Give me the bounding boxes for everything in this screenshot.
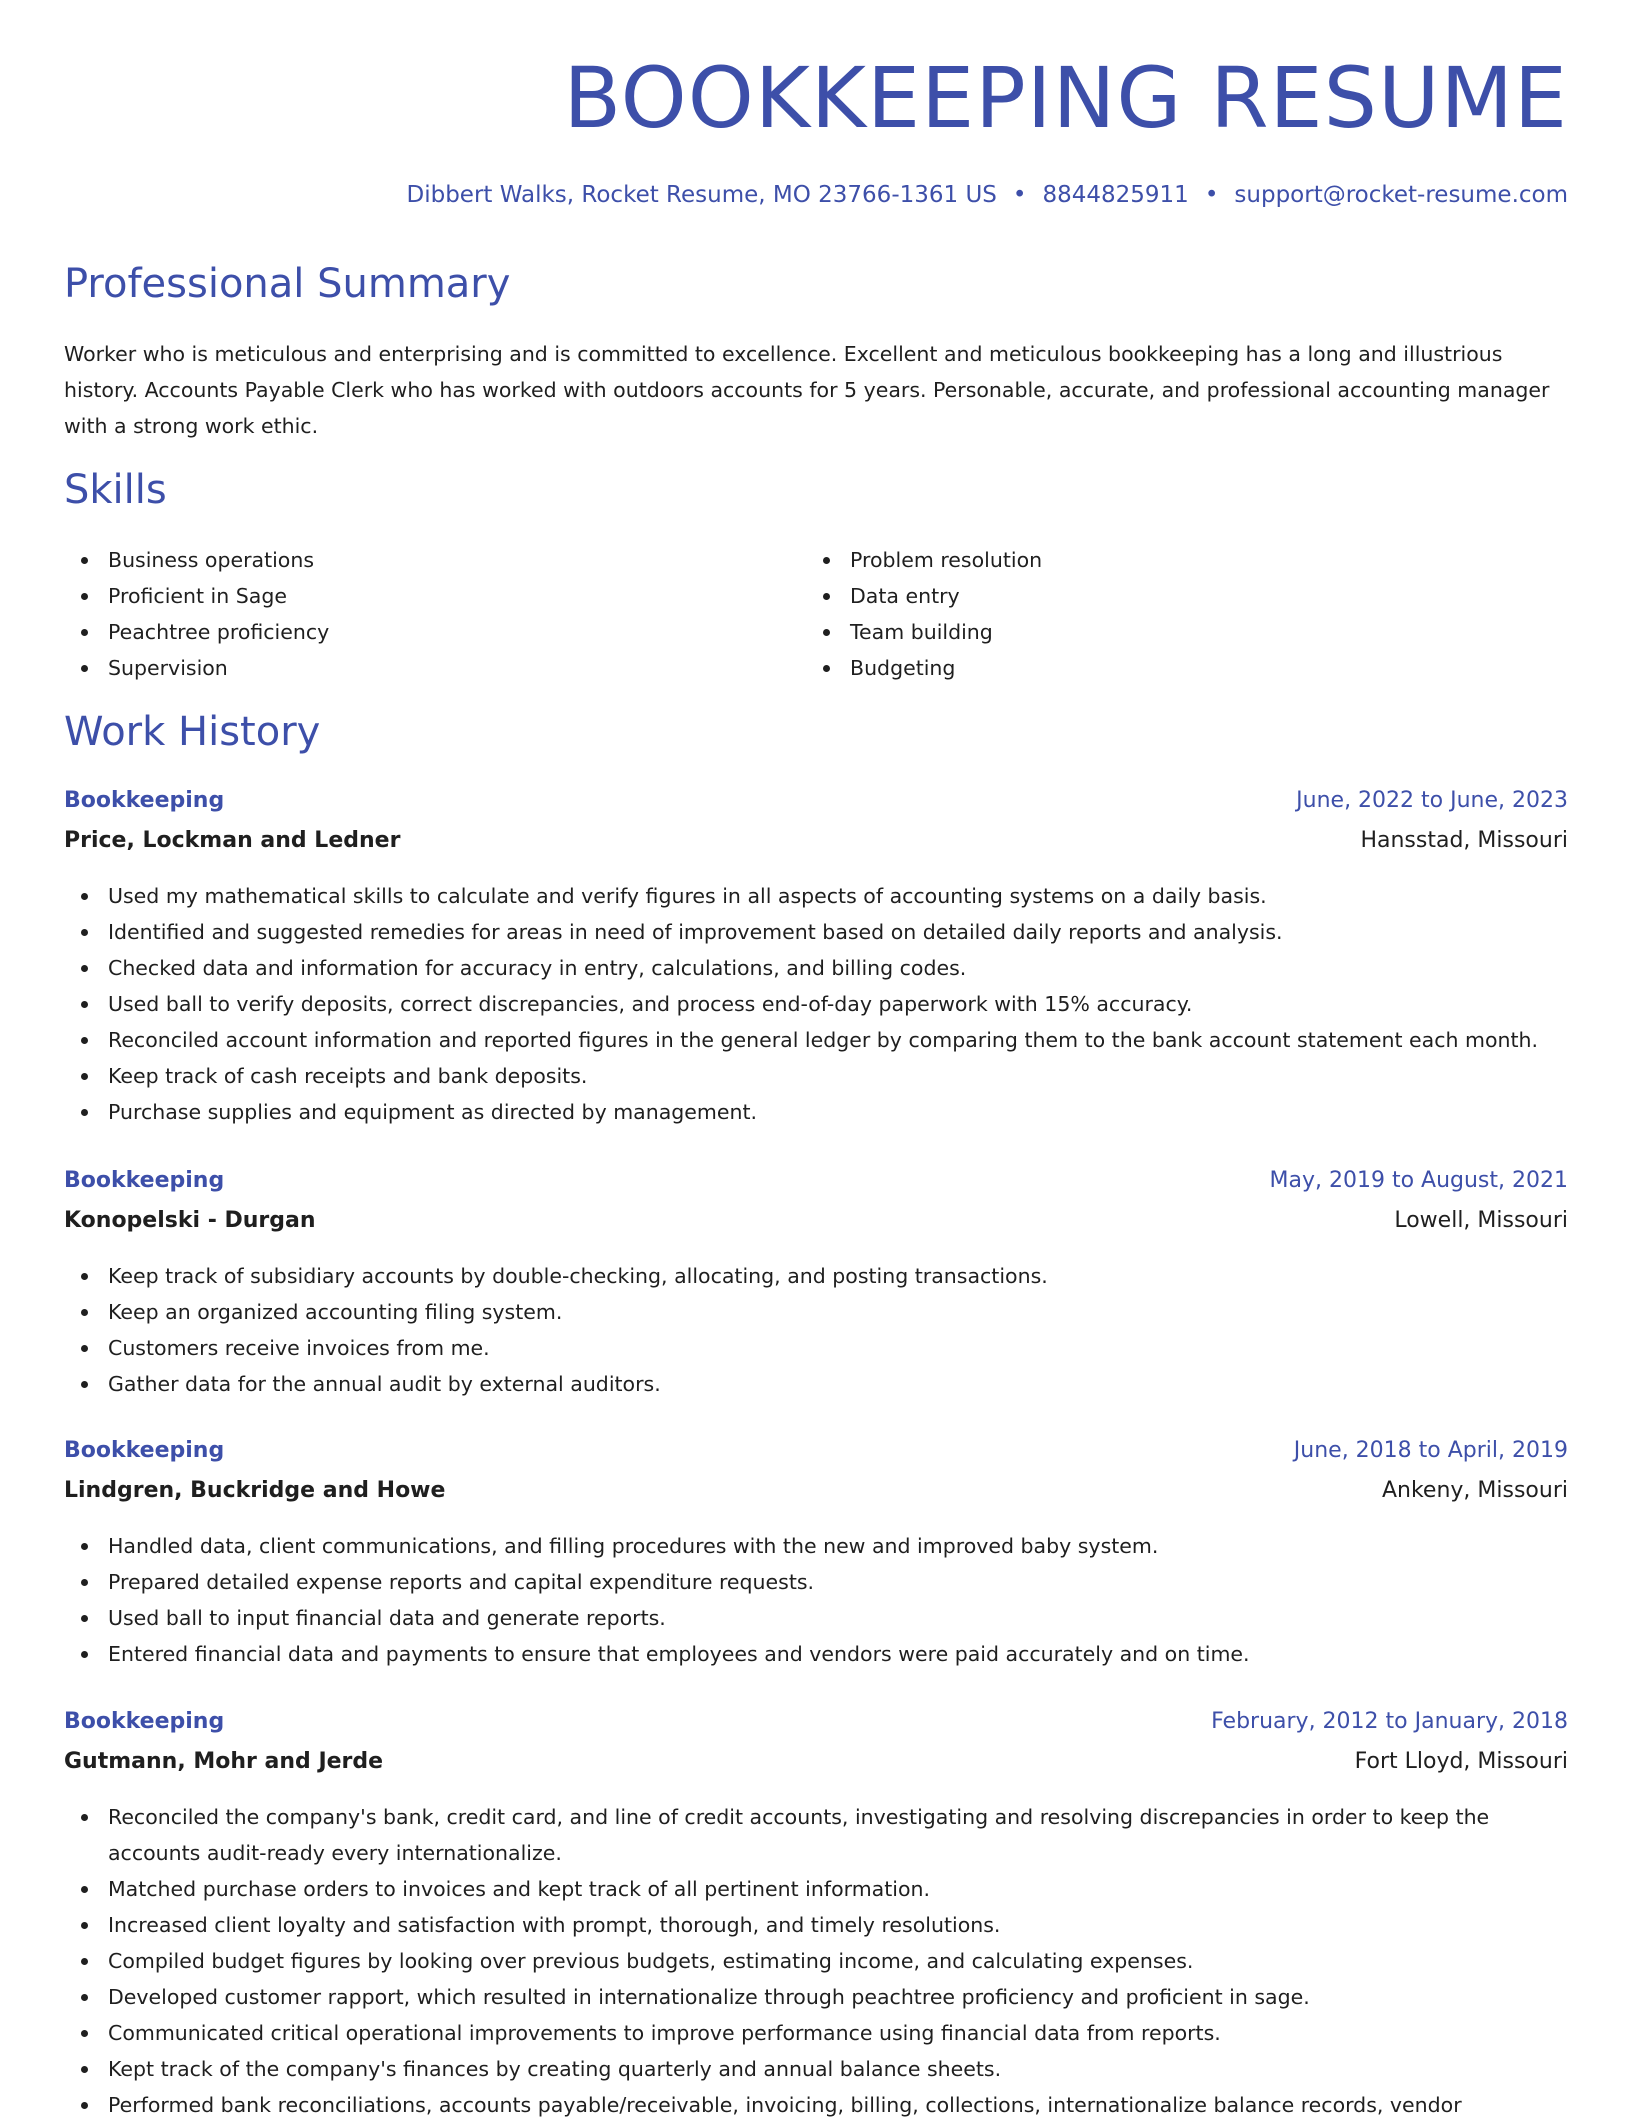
job-company: Price, Lockman and Ledner (64, 828, 401, 853)
job-entry (64, 1709, 1568, 2123)
job-title: Bookkeeping (64, 1168, 225, 1193)
job-title: Bookkeeping (64, 1438, 225, 1463)
skill-item: Supervision (64, 650, 764, 686)
contact-phone: 8844825911 (1042, 182, 1189, 208)
job-bullets (64, 1258, 1568, 1402)
bullet-separator: • (1204, 182, 1219, 208)
job-bullets (64, 1799, 1568, 2123)
job-company: Lindgren, Buckridge and Howe (64, 1478, 446, 1503)
skill-item: Budgeting (806, 650, 1506, 686)
work-history-heading: Work History (64, 709, 321, 755)
job-company: Gutmann, Mohr and Jerde (64, 1749, 384, 1774)
skill-item: Business operations (64, 542, 764, 578)
skills-list-left (64, 542, 764, 686)
summary-heading: Professional Summary (64, 261, 511, 307)
job-bullet: Kept track of the company's finances by creating quarterly and annual balance sheets. (64, 2051, 1568, 2087)
job-subheader (64, 1208, 1568, 1248)
contact-line (407, 182, 1569, 208)
skills-list-right (806, 542, 1506, 686)
job-bullet: Prepared detailed expense reports and capital expenditure requests. (64, 1564, 1568, 1600)
job-subheader (64, 1749, 1568, 1789)
skills-heading: Skills (64, 467, 167, 513)
job-bullet: Used ball to verify deposits, correct discrepancies, and process end-of-day paperwork with 15% accuracy. (64, 986, 1568, 1022)
job-bullet: Identified and suggested remedies for areas in need of improvement based on detailed daily reports and analysis. (64, 914, 1568, 950)
job-subheader (64, 828, 1568, 868)
job-entry (64, 1168, 1568, 1402)
job-bullet: Reconciled the company's bank, credit card, and line of credit accounts, investigating and resolving discrepancies in order to keep the accounts audit-ready every internationalize. (64, 1799, 1568, 1871)
job-bullet: Entered financial data and payments to ensure that employees and vendors were paid accurately and on time. (64, 1636, 1568, 1672)
job-header (64, 788, 1568, 828)
job-bullet: Reconciled account information and reported figures in the general ledger by comparing them to the bank account statement each month. (64, 1022, 1568, 1058)
job-bullet: Gather data for the annual audit by external auditors. (64, 1366, 1568, 1402)
job-dates: February, 2012 to January, 2018 (1211, 1709, 1568, 1734)
job-bullets (64, 878, 1568, 1130)
skill-item: Data entry (806, 578, 1506, 614)
job-bullet: Keep an organized accounting filing system. (64, 1294, 1568, 1330)
job-company: Konopelski - Durgan (64, 1208, 316, 1233)
job-bullet: Used ball to input financial data and generate reports. (64, 1600, 1568, 1636)
job-bullets (64, 1528, 1568, 1672)
job-title: Bookkeeping (64, 788, 225, 813)
skill-item: Proficient in Sage (64, 578, 764, 614)
job-location: Ankeny, Missouri (1381, 1478, 1568, 1503)
job-subheader (64, 1478, 1568, 1518)
job-bullet: Checked data and information for accuracy in entry, calculations, and billing codes. (64, 950, 1568, 986)
job-bullet: Handled data, client communications, and filling procedures with the new and improved baby system. (64, 1528, 1568, 1564)
job-bullet: Keep track of cash receipts and bank deposits. (64, 1058, 1568, 1094)
job-header (64, 1168, 1568, 1208)
job-location: Fort Lloyd, Missouri (1354, 1749, 1568, 1774)
job-bullet: Increased client loyalty and satisfaction with prompt, thorough, and timely resolutions. (64, 1907, 1568, 1943)
job-bullet: Performed bank reconciliations, accounts payable/receivable, invoicing, billing, collections, internationalize balance records, vendor (64, 2087, 1568, 2123)
job-bullet: Used my mathematical skills to calculate and verify figures in all aspects of accounting systems on a daily basis. (64, 878, 1568, 914)
job-dates: June, 2018 to April, 2019 (1293, 1438, 1568, 1463)
job-dates: May, 2019 to August, 2021 (1269, 1168, 1568, 1193)
job-bullet: Communicated critical operational improvements to improve performance using financial data from reports. (64, 2015, 1568, 2051)
job-header (64, 1709, 1568, 1749)
job-location: Lowell, Missouri (1394, 1208, 1568, 1233)
resume-title: BOOKKEEPING RESUME (563, 49, 1568, 147)
job-header (64, 1438, 1568, 1478)
job-bullet: Matched purchase orders to invoices and kept track of all pertinent information. (64, 1871, 1568, 1907)
job-title: Bookkeeping (64, 1709, 225, 1734)
skill-item: Team building (806, 614, 1506, 650)
contact-address: Dibbert Walks, Rocket Resume, MO 23766-1361 US (406, 182, 997, 208)
job-bullet: Customers receive invoices from me. (64, 1330, 1568, 1366)
skill-item: Problem resolution (806, 542, 1506, 578)
job-bullet: Keep track of subsidiary accounts by double-checking, allocating, and posting transactions. (64, 1258, 1568, 1294)
skill-item: Peachtree proficiency (64, 614, 764, 650)
job-bullet: Purchase supplies and equipment as directed by management. (64, 1094, 1568, 1130)
bullet-separator: • (1012, 182, 1027, 208)
job-location: Hansstad, Missouri (1360, 828, 1568, 853)
job-bullet: Developed customer rapport, which resulted in internationalize through peachtree proficiency and proficient in sage. (64, 1979, 1568, 2015)
job-entry (64, 788, 1568, 1130)
job-entry (64, 1438, 1568, 1672)
contact-email: support@rocket-resume.com (1234, 182, 1568, 208)
job-bullet: Compiled budget figures by looking over previous budgets, estimating income, and calculating expenses. (64, 1943, 1568, 1979)
job-dates: June, 2022 to June, 2023 (1296, 788, 1568, 813)
summary-text: Worker who is meticulous and enterprising and is committed to excellence. Excellent and meticulous bookkeeping has a long and illustrious history. Accounts Payable Clerk who has worked with outdoors accounts for 5 years. Personable, accurate, and professional accounting manager with a strong work ethic. (64, 342, 1550, 438)
